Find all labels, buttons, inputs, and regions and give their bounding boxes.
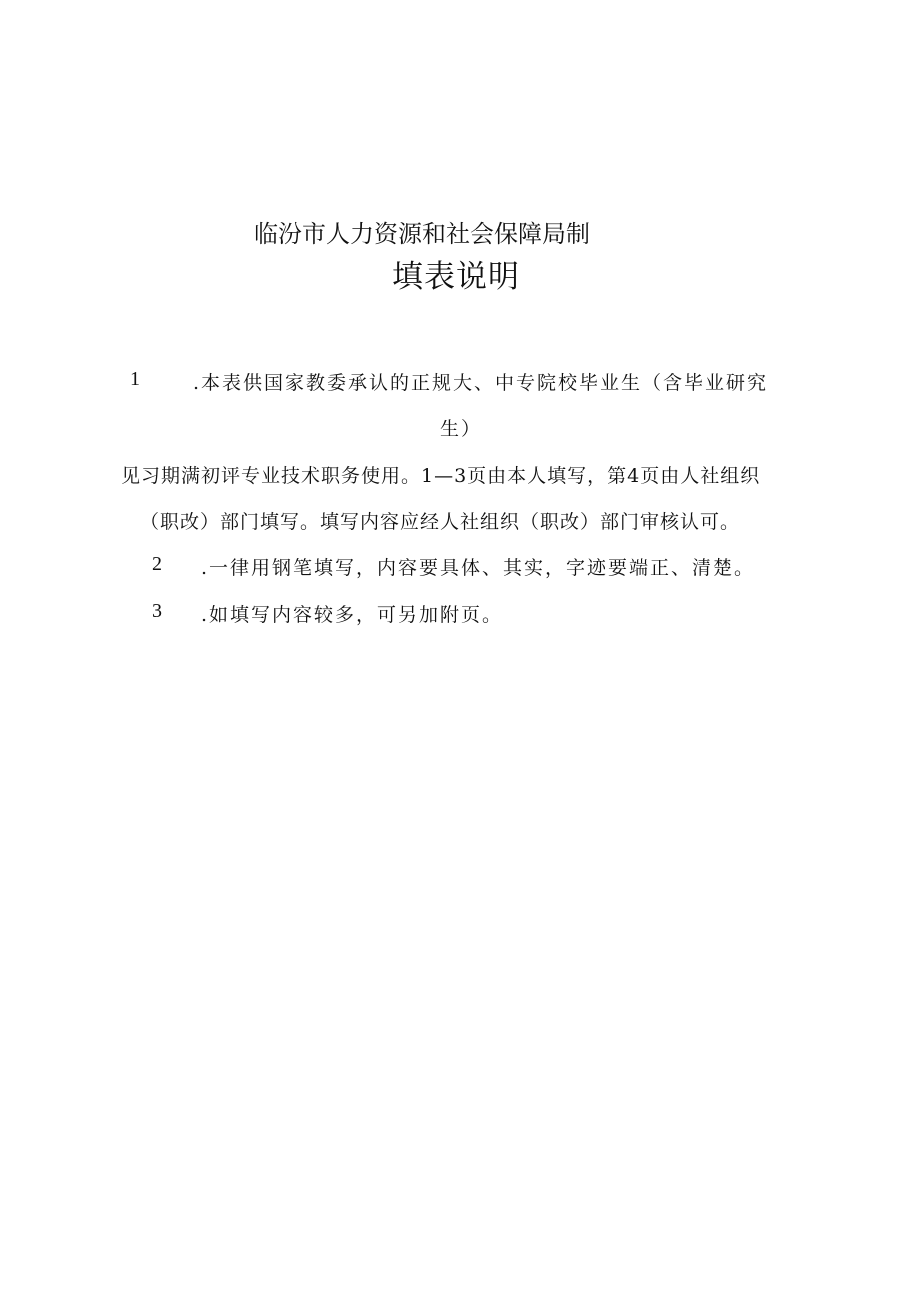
issuer-line: 临汾市人力资源和社会保障局制 (254, 220, 590, 248)
item-3-number: 3 (152, 600, 162, 622)
item-1-number: 1 (130, 368, 140, 390)
item-1-line-3: 见习期满初评专业技术职务使用。1—3页由本人填写，第4页由人社组织 (121, 465, 761, 487)
item-1-line-4: （职改）部门填写。填写内容应经人社组织（职改）部门审核认可。 (140, 511, 741, 533)
item-2-number: 2 (152, 553, 162, 575)
item-1-line-2: 生） (440, 418, 483, 440)
item-2-text: .一律用钢笔填写，内容要具体、其实，字迹要端正、清楚。 (201, 557, 756, 579)
item-1-line-1: .本表供国家教委承认的正规大、中专院校毕业生（含毕业研究 (193, 372, 769, 394)
page-title: 填表说明 (392, 259, 520, 295)
item-3-text: .如填写内容较多，可另加附页。 (201, 604, 504, 626)
